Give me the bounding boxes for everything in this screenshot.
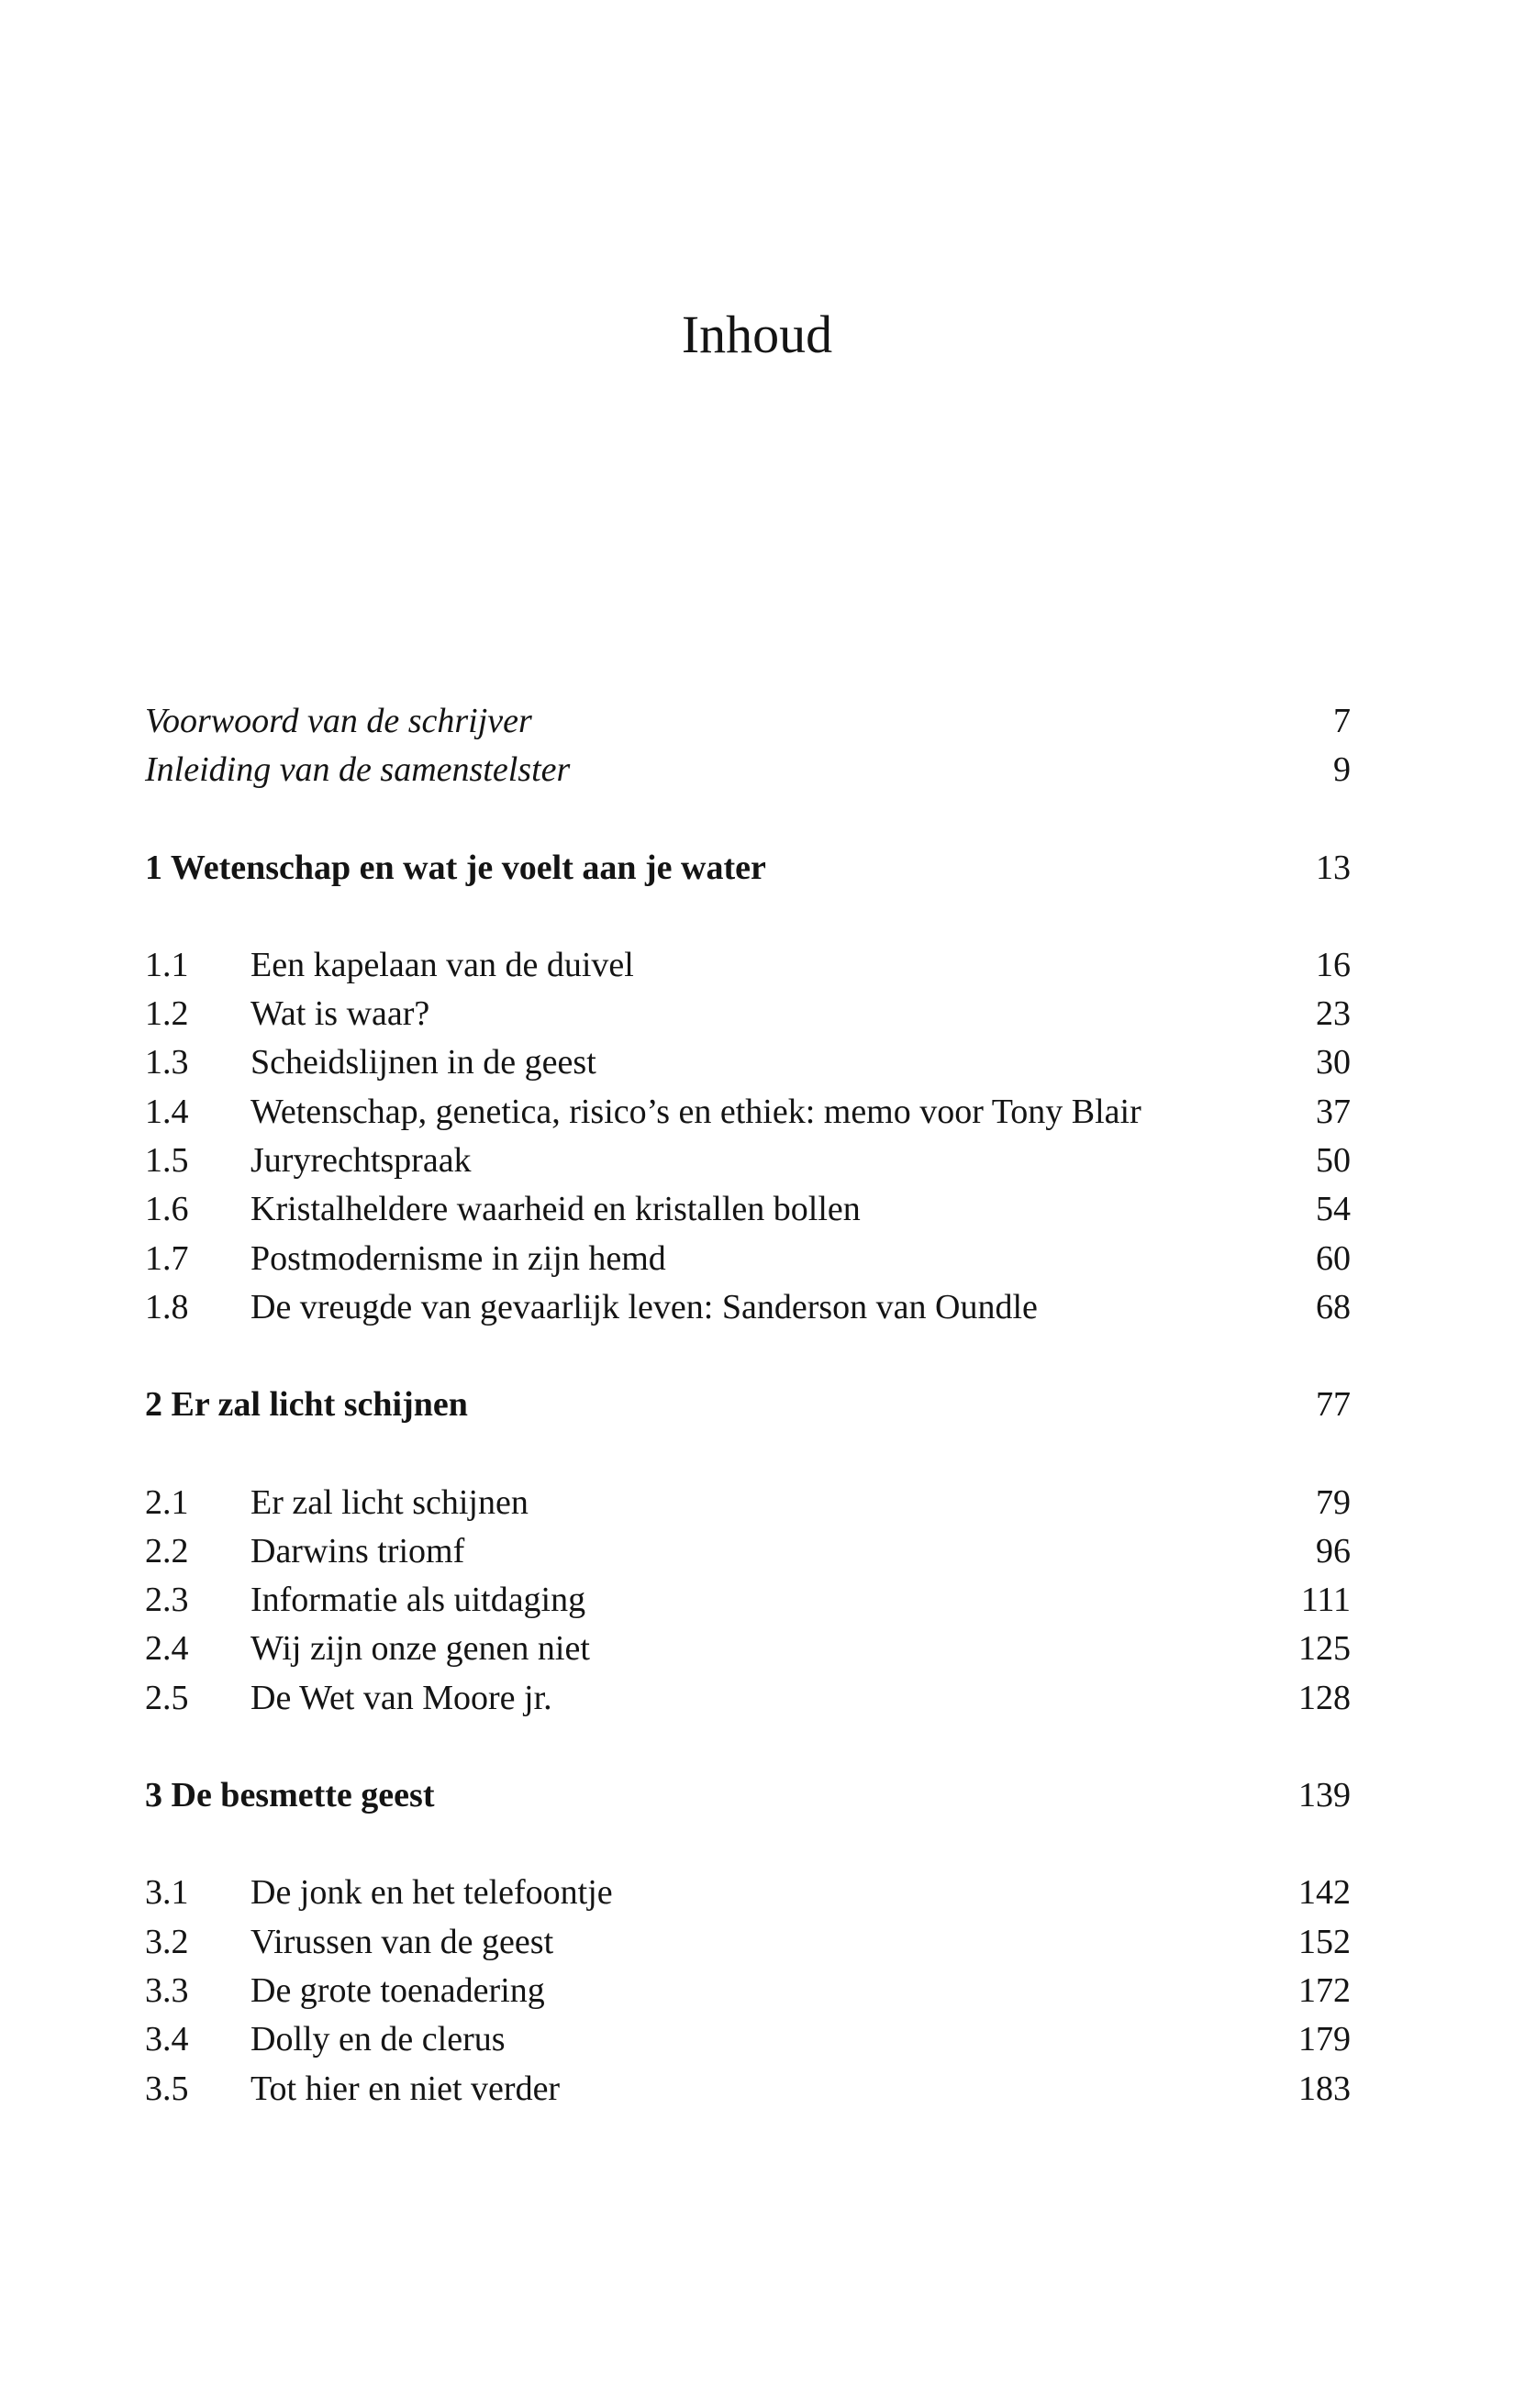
toc-entry-label: Inleiding van de samenstelster xyxy=(145,750,571,790)
toc-page-number: 128 xyxy=(1298,1678,1351,1717)
toc-entry-label: Voorwoord van de schrijver xyxy=(145,702,532,740)
toc-section-number: 1.1 xyxy=(145,945,189,984)
toc-section-1-7[interactable] xyxy=(145,1235,1351,1283)
toc-section-3-2[interactable] xyxy=(145,1918,1351,1967)
toc-section-number: 1.2 xyxy=(145,994,189,1034)
toc-section-number: 1.5 xyxy=(145,1141,189,1181)
toc-section-label: Scheidslijnen in de geest xyxy=(250,1043,596,1082)
toc-page-number: 125 xyxy=(1298,1629,1351,1669)
toc-section-1-4[interactable] xyxy=(145,1088,1351,1137)
toc-chapter-2[interactable] xyxy=(145,1381,1351,1429)
toc-section-label: Een kapelaan van de duivel xyxy=(250,945,634,984)
toc-page-number: 16 xyxy=(1316,945,1351,984)
toc-section-label: Kristalheldere waarheid en kristallen bollen xyxy=(250,1190,861,1229)
toc-section-label: Informatie als uitdaging xyxy=(250,1581,586,1620)
toc-section-label: Wij zijn onze genen niet xyxy=(250,1629,590,1669)
toc-section-number: 3.4 xyxy=(145,2020,189,2059)
toc-page-number: 37 xyxy=(1316,1092,1351,1131)
toc-page-number: 142 xyxy=(1298,1873,1351,1913)
toc-page-number: 183 xyxy=(1298,2069,1351,2108)
toc-section-2-1[interactable] xyxy=(145,1479,1351,1527)
toc-page-number: 68 xyxy=(1316,1287,1351,1326)
toc-section-number: 3.5 xyxy=(145,2069,189,2108)
toc-page-number: 7 xyxy=(1333,702,1351,740)
toc-section-1-8[interactable] xyxy=(145,1283,1351,1332)
toc-page-number: 54 xyxy=(1316,1190,1351,1229)
toc-page-number: 96 xyxy=(1316,1531,1351,1570)
toc-chapter-1[interactable] xyxy=(145,844,1351,893)
toc-page-number: 13 xyxy=(1316,848,1351,887)
toc-section-label: Wat is waar? xyxy=(250,994,430,1034)
toc-chapter-title: 2 Er zal licht schijnen xyxy=(145,1385,468,1425)
table-of-contents xyxy=(145,697,1351,2114)
toc-section-1-6[interactable] xyxy=(145,1185,1351,1234)
toc-page-number: 111 xyxy=(1300,1581,1351,1620)
toc-section-label: De jonk en het telefoontje xyxy=(250,1873,613,1913)
toc-section-label: De vreugde van gevaarlijk leven: Sanderson van Oundle xyxy=(250,1287,1038,1326)
toc-section-label: Virussen van de geest xyxy=(250,1922,554,1961)
toc-section-2-3[interactable] xyxy=(145,1576,1351,1625)
toc-page-number: 152 xyxy=(1298,1922,1351,1961)
toc-section-number: 2.2 xyxy=(145,1531,189,1570)
toc-section-number: 3.3 xyxy=(145,1970,189,2010)
toc-page-number: 79 xyxy=(1316,1482,1351,1522)
toc-section-label: De grote toenadering xyxy=(250,1970,545,2010)
toc-section-number: 2.5 xyxy=(145,1678,189,1717)
toc-section-3-4[interactable] xyxy=(145,2015,1351,2064)
toc-page-number: 23 xyxy=(1316,994,1351,1034)
toc-page-number: 50 xyxy=(1316,1141,1351,1181)
toc-section-number: 1.6 xyxy=(145,1190,189,1229)
toc-section-label: Darwins triomf xyxy=(250,1531,465,1570)
toc-page-number: 60 xyxy=(1316,1238,1351,1278)
toc-section-number: 2.3 xyxy=(145,1581,189,1620)
toc-section-1-1[interactable] xyxy=(145,941,1351,990)
toc-section-number: 2.4 xyxy=(145,1629,189,1669)
toc-section-1-3[interactable] xyxy=(145,1038,1351,1087)
toc-section-number: 3.2 xyxy=(145,1922,189,1961)
toc-section-number: 1.4 xyxy=(145,1092,189,1131)
toc-section-label: Tot hier en niet verder xyxy=(250,2069,561,2108)
toc-page-number: 77 xyxy=(1316,1385,1351,1425)
toc-section-label: Juryrechtspraak xyxy=(250,1141,472,1181)
toc-section-label: Dolly en de clerus xyxy=(250,2020,506,2059)
toc-section-label: Wetenschap, genetica, risico’s en ethiek: memo voor Tony Blair xyxy=(250,1092,1141,1131)
toc-page-number: 179 xyxy=(1298,2020,1351,2059)
toc-section-number: 1.7 xyxy=(145,1238,189,1278)
toc-section-3-3[interactable] xyxy=(145,1967,1351,2015)
toc-entry-inleiding[interactable] xyxy=(145,746,1351,794)
toc-section-number: 1.3 xyxy=(145,1043,189,1082)
toc-section-label: De Wet van Moore jr. xyxy=(250,1678,552,1717)
toc-chapter-3[interactable] xyxy=(145,1771,1351,1820)
toc-section-2-5[interactable] xyxy=(145,1674,1351,1723)
toc-page-number: 139 xyxy=(1298,1776,1351,1815)
toc-chapter-title: 1 Wetenschap en wat je voelt aan je water xyxy=(145,848,766,887)
toc-section-number: 1.8 xyxy=(145,1287,189,1326)
toc-section-number: 3.1 xyxy=(145,1873,189,1913)
toc-section-3-5[interactable] xyxy=(145,2065,1351,2114)
toc-chapter-title: 3 De besmette geest xyxy=(145,1776,435,1815)
toc-section-3-1[interactable] xyxy=(145,1869,1351,1917)
toc-section-2-2[interactable] xyxy=(145,1527,1351,1576)
toc-section-number: 2.1 xyxy=(145,1482,189,1522)
toc-page-number: 30 xyxy=(1316,1043,1351,1082)
toc-section-1-2[interactable] xyxy=(145,990,1351,1038)
toc-section-label: Er zal licht schijnen xyxy=(250,1482,529,1522)
toc-section-2-4[interactable] xyxy=(145,1625,1351,1673)
toc-section-1-5[interactable] xyxy=(145,1137,1351,1185)
toc-entry-voorwoord[interactable] xyxy=(145,697,1351,746)
toc-page-number: 172 xyxy=(1298,1970,1351,2010)
toc-page-number: 9 xyxy=(1333,750,1351,790)
toc-section-label: Postmodernisme in zijn hemd xyxy=(250,1238,666,1278)
page-title: Inhoud xyxy=(681,305,833,364)
